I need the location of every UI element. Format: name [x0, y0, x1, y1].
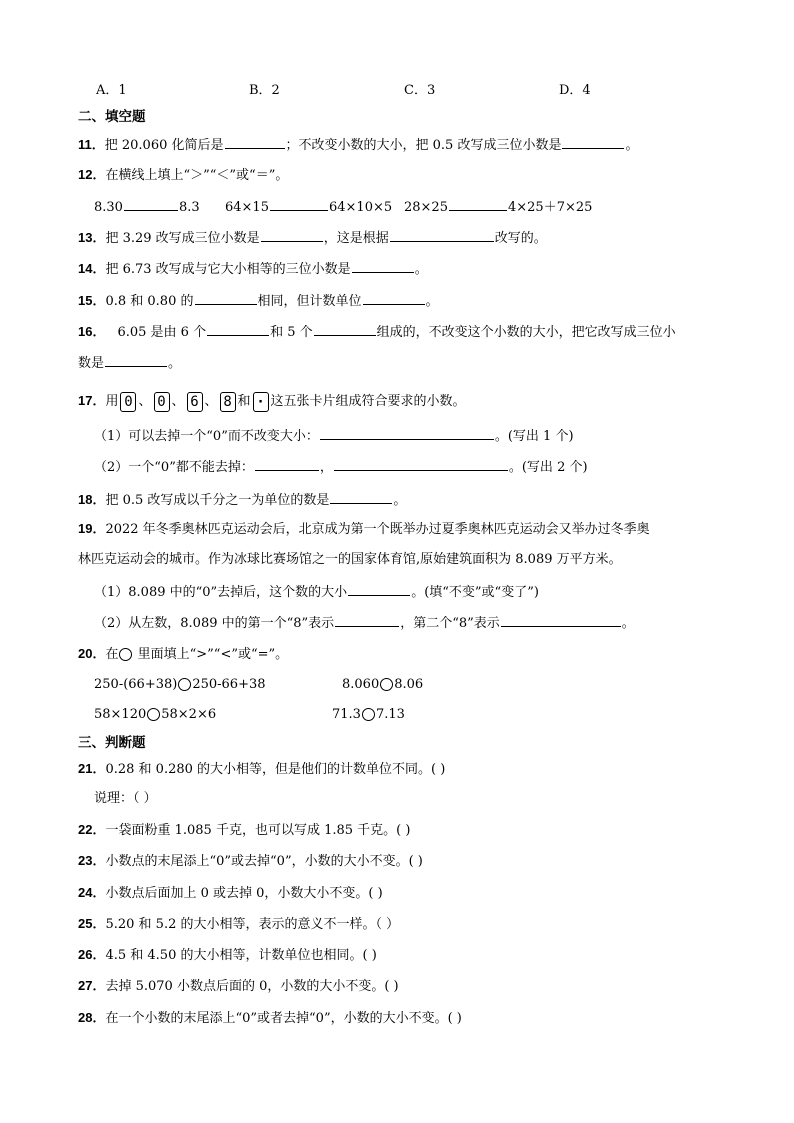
question-text: ；不改变小数的大小，把 0.5 改写成三位小数是 — [285, 138, 562, 153]
question-27 — [78, 977, 399, 996]
compare-circle[interactable] — [380, 678, 393, 691]
question-26 — [78, 946, 377, 965]
question-text: 5.20 和 5.2 的大小相等，表示的意义不一样。（ ） — [105, 917, 400, 932]
question-number: 17． — [78, 393, 106, 408]
question-text: 6.05 是由 6 个 — [117, 325, 207, 340]
expression: 250-66+38 — [192, 677, 266, 692]
question-number: 14． — [78, 261, 106, 276]
question-19-sub1 — [94, 582, 539, 602]
question-text: 和 5 个 — [270, 325, 313, 340]
option-c: C．3 — [404, 83, 436, 98]
question-number: 23． — [78, 853, 106, 868]
question-number: 20． — [78, 646, 106, 661]
question-16 — [78, 322, 676, 342]
question-21-explain — [94, 790, 157, 808]
question-text: （2）一个“0”都不能去掉： — [94, 460, 254, 475]
question-number: 27． — [78, 978, 106, 993]
question-text: 用 — [105, 394, 119, 409]
question-24 — [78, 884, 383, 903]
answer-blank[interactable] — [390, 228, 494, 242]
expression: 28×25 — [404, 200, 448, 215]
question-number: 15． — [78, 293, 106, 308]
answer-blank[interactable] — [501, 613, 621, 627]
answer-blank[interactable] — [352, 259, 414, 273]
compare-circle[interactable] — [147, 708, 160, 721]
question-text: 。 — [425, 294, 439, 309]
expression: 250-(66+38) — [94, 677, 178, 692]
question-28 — [78, 1009, 462, 1028]
compare-circle — [119, 648, 132, 661]
question-20 — [78, 645, 288, 664]
question-text: 。(写出 1 个) — [494, 429, 574, 444]
question-text: 0.8 和 0.80 的 — [105, 294, 194, 309]
option-b: B．2 — [249, 83, 280, 98]
question-text: 。 — [168, 356, 182, 371]
question-text: 把 0.5 改写成以千分之一为单位的数是 — [105, 493, 330, 508]
question-number: 11． — [78, 137, 105, 152]
question-text: 小数点后面加上 0 或去掉 0，小数大小不变。( ) — [105, 886, 383, 901]
question-text: 0.28 和 0.280 的大小相等，但是他们的计数单位不同。( ) — [105, 762, 446, 777]
answer-blank[interactable] — [449, 197, 507, 211]
answer-blank[interactable] — [330, 490, 392, 504]
expression: 64×10×5 — [328, 200, 393, 215]
question-text: 林匹克运动会的城市。作为冰球比赛场馆之一的国家体育馆,原始建筑面积为 8.089 万平方米。 — [78, 552, 622, 567]
question-number: 28． — [78, 1010, 106, 1025]
question-23 — [78, 852, 423, 871]
expression: 58×2×6 — [161, 707, 217, 722]
question-17-sub1 — [94, 426, 574, 446]
question-14 — [78, 259, 428, 279]
answer-blank[interactable] — [195, 291, 257, 305]
expression: 71.3 — [332, 707, 361, 722]
question-text: （1）8.089 中的“0”去掉后，这个数的大小 — [94, 585, 348, 600]
question-21 — [78, 760, 445, 779]
question-12 — [78, 166, 288, 185]
question-text: 。 — [621, 616, 635, 631]
answer-blank[interactable] — [314, 322, 376, 336]
digit-card: 6 — [187, 392, 203, 412]
option-d: D．4 — [559, 83, 591, 98]
question-text: 里面填上“>”“<”或“=”。 — [133, 647, 289, 662]
separator: 、 — [138, 394, 152, 409]
question-text: 去掉 5.070 小数点后面的 0，小数的大小不变。( ) — [105, 979, 399, 994]
answer-blank[interactable] — [261, 228, 323, 242]
explanation-prompt[interactable]: 说理：（ ） — [94, 791, 157, 806]
question-text: 相同，但计数单位 — [257, 294, 362, 309]
question-text: 数是 — [78, 356, 105, 371]
question-19 — [78, 520, 650, 539]
question-text: ， — [319, 460, 333, 475]
question-17 — [78, 390, 466, 413]
question-number: 25． — [78, 916, 106, 931]
question-number: 16． — [78, 324, 106, 339]
expression: 8.30 — [94, 200, 123, 215]
answer-blank[interactable] — [270, 197, 328, 211]
question-text: ，第二个“8”表示 — [400, 616, 500, 631]
question-text: 。 — [393, 493, 407, 508]
question-13 — [78, 228, 547, 248]
answer-blank[interactable] — [255, 457, 319, 471]
compare-circle[interactable] — [362, 708, 375, 721]
question-text: 小数点的末尾添上“0”或去掉“0”，小数的大小不变。( ) — [105, 854, 423, 869]
answer-blank[interactable] — [320, 426, 494, 440]
compare-circle[interactable] — [178, 678, 191, 691]
question-number: 13． — [78, 230, 106, 245]
answer-blank[interactable] — [105, 353, 167, 367]
question-19-cont — [78, 551, 622, 569]
section-title-fill-blank: 二、填空题 — [78, 109, 146, 125]
expression: 8.06 — [394, 677, 424, 692]
section-title-true-false: 三、判断题 — [78, 735, 146, 751]
question-text: 改写的。 — [494, 231, 547, 246]
digit-card: 0 — [154, 392, 170, 412]
expression: 8.060 — [342, 677, 380, 692]
question-number: 12． — [78, 167, 106, 182]
expression: 4×25＋7×25 — [507, 200, 593, 215]
question-number: 18． — [78, 492, 106, 507]
question-text: （2）从左数，8.089 中的第一个“8”表示 — [94, 616, 335, 631]
separator: 、 — [204, 394, 218, 409]
expression: 7.13 — [375, 707, 405, 722]
question-text: 。 — [625, 138, 639, 153]
question-text: 。(填“不变”或“变了”) — [411, 585, 539, 600]
question-text: 把 3.29 改写成三位小数是 — [105, 231, 260, 246]
option-a: A．1 — [96, 83, 127, 98]
answer-blank[interactable] — [334, 457, 508, 471]
question-text: （1）可以去掉一个“0”而不改变大小： — [94, 429, 319, 444]
question-text: 在横线上填上“＞”“＜”或“＝”。 — [105, 168, 289, 183]
question-11 — [78, 135, 638, 155]
answer-blank[interactable] — [124, 197, 178, 211]
question-17-sub2 — [94, 457, 588, 477]
question-text: 组成的，不改变这个小数的大小，把它改写成三位小 — [376, 325, 676, 340]
question-text: 把 20.060 化简后是 — [104, 138, 224, 153]
question-text: 2022 年冬季奥林匹克运动会后，北京成为第一个既举办过夏季奥林匹克运动会又举办过冬季奥 — [105, 522, 650, 537]
answer-blank[interactable] — [562, 135, 624, 149]
expression: 8.3 — [178, 200, 200, 215]
question-15 — [78, 291, 439, 311]
question-16-cont — [78, 353, 181, 373]
question-text: ，这是根据 — [323, 231, 389, 246]
question-text: 4.5 和 4.50 的大小相等，计数单位也相同。( ) — [105, 948, 377, 963]
question-text: 一袋面粉重 1.085 千克，也可以写成 1.85 千克。( ) — [105, 823, 411, 838]
question-19-sub2 — [94, 613, 635, 633]
answer-blank[interactable] — [207, 322, 269, 336]
question-number: 19． — [78, 521, 106, 536]
answer-blank[interactable] — [363, 291, 425, 305]
digit-card: 8 — [220, 392, 236, 412]
question-18 — [78, 490, 406, 510]
answer-blank[interactable] — [335, 613, 399, 627]
question-text: 把 6.73 改写成与它大小相等的三位小数是 — [105, 262, 351, 277]
question-number: 24． — [78, 885, 106, 900]
question-text: 和 — [237, 394, 251, 409]
question-number: 21． — [78, 761, 106, 776]
question-number: 22． — [78, 822, 106, 837]
expression: 64×15 — [225, 200, 269, 215]
question-text: 。 — [414, 262, 428, 277]
answer-blank[interactable] — [348, 582, 410, 596]
expression: 58×120 — [94, 707, 147, 722]
question-text: 在 — [105, 647, 119, 662]
digit-card: 0 — [120, 392, 136, 412]
answer-blank[interactable] — [225, 135, 285, 149]
question-number: 26． — [78, 947, 106, 962]
question-22 — [78, 821, 410, 840]
question-text: 在一个小数的末尾添上“0”或者去掉“0”，小数的大小不变。( ) — [105, 1011, 462, 1026]
question-text: 这五张卡片组成符合要求的小数。 — [270, 394, 466, 409]
decimal-point-card: · — [253, 392, 269, 412]
separator: 、 — [171, 394, 185, 409]
question-text: 。(写出 2 个) — [508, 460, 588, 475]
question-25 — [78, 915, 399, 934]
